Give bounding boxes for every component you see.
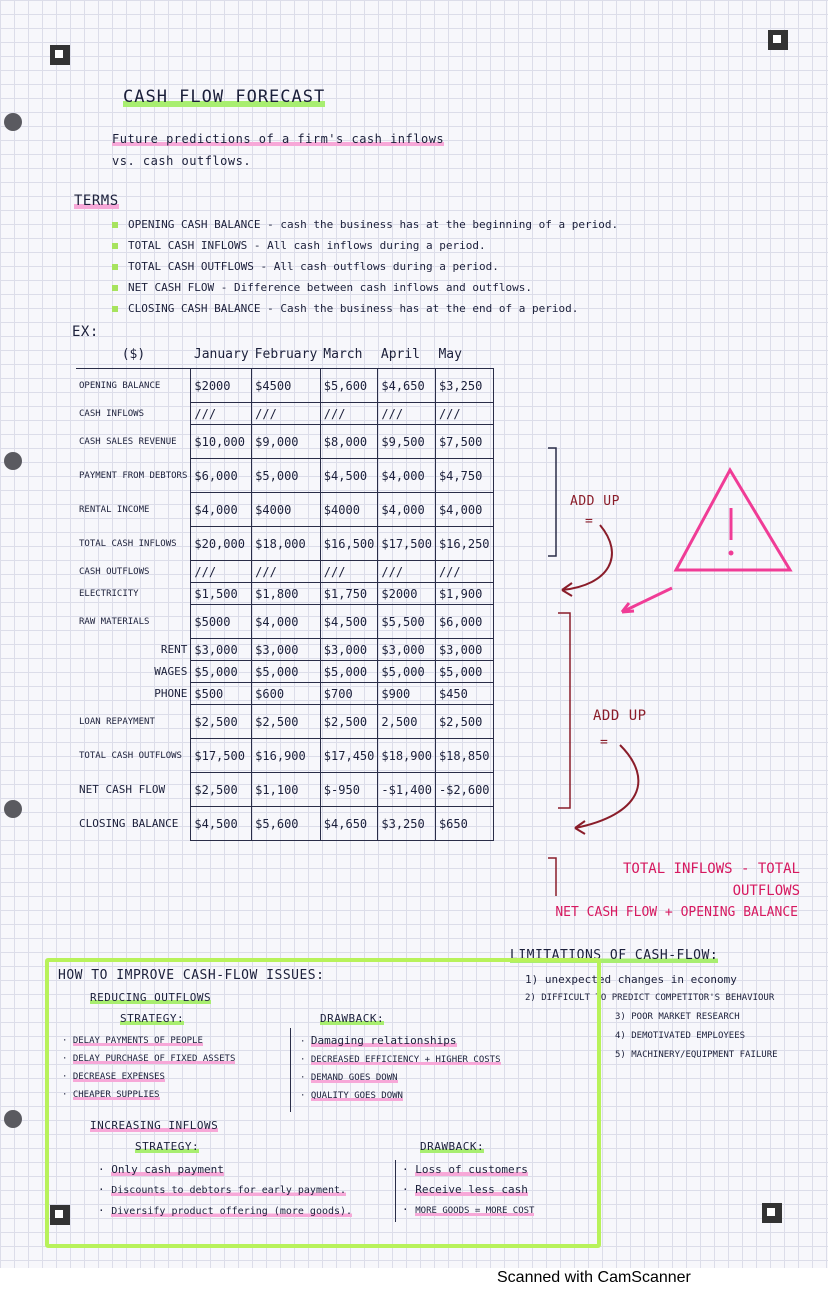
equals-label: = <box>585 514 594 529</box>
bullet-icon <box>112 285 118 291</box>
row-label: CASH SALES REVENUE <box>76 425 191 459</box>
list-item: · DECREASE EXPENSES <box>62 1072 165 1082</box>
list-item: · Discounts to debtors for early payment. <box>98 1183 347 1196</box>
page-title: CASH FLOW FORECAST <box>123 87 326 107</box>
bullet-icon <box>112 243 118 249</box>
row-label: CASH INFLOWS <box>76 403 191 425</box>
reducing-drawbacks-list <box>300 1032 501 1105</box>
term-item: NET CASH FLOW - Difference between cash inflows and outflows. <box>112 277 618 298</box>
warning-icon <box>676 470 790 570</box>
row-label: TOTAL CASH INFLOWS <box>76 527 191 561</box>
row-label: WAGES <box>76 661 191 683</box>
table-row: PHONE $500 $600 $700 $900 $450 <box>76 683 493 705</box>
net-cash-formula: TOTAL INFLOWS - TOTAL OUTFLOWS <box>622 861 800 899</box>
list-item: · Diversify product offering (more goods). <box>98 1204 353 1217</box>
terms-list <box>112 214 618 319</box>
divider <box>290 1028 291 1112</box>
binder-hole-icon <box>4 1110 22 1128</box>
table-row: LOAN REPAYMENT $2,500 $2,500 $2,500 2,500 $2,500 <box>76 705 493 739</box>
strategy-label: STRATEGY: <box>135 1140 200 1153</box>
month-header: February <box>252 340 321 369</box>
term-item: CLOSING CASH BALANCE - Cash the business has at the end of a period. <box>112 298 618 319</box>
example-label: EX: <box>72 324 99 340</box>
table-row: OPENING BALANCE $2000 $4500 $5,600 $4,650 $3,250 <box>76 369 493 403</box>
row-label: OPENING BALANCE <box>76 369 191 403</box>
add-up-label: ADD UP <box>570 494 620 509</box>
table-row: TOTAL CASH OUTFLOWS $17,500 $16,900 $17,450 $18,900 $18,850 <box>76 739 493 773</box>
inflow-bracket-icon <box>548 448 556 556</box>
row-label: ELECTRICITY <box>76 583 191 605</box>
term-item: OPENING CASH BALANCE - cash the business has at the beginning of a period. <box>112 214 618 235</box>
row-label: RAW MATERIALS <box>76 605 191 639</box>
table-row: RENTAL INCOME $4,000 $4000 $4000 $4,000 $4,000 <box>76 493 493 527</box>
table-row: CLOSING BALANCE $4,500 $5,600 $4,650 $3,250 $650 <box>76 807 493 841</box>
table-row: RAW MATERIALS $5000 $4,000 $4,500 $5,500 $6,000 <box>76 605 493 639</box>
row-label: RENTAL INCOME <box>76 493 191 527</box>
limitation-item: 5) MACHINERY/EQUIPMENT FAILURE <box>615 1050 778 1060</box>
list-item: · QUALITY GOES DOWN <box>300 1091 403 1101</box>
row-label: NET CASH FLOW <box>76 773 191 807</box>
term-item: TOTAL CASH OUTFLOWS - All cash outflows during a period. <box>112 256 618 277</box>
list-item: · Only cash payment <box>98 1163 224 1176</box>
row-label: LOAN REPAYMENT <box>76 705 191 739</box>
table-row: CASH SALES REVENUE $10,000 $9,000 $8,000 $9,500 $7,500 <box>76 425 493 459</box>
list-item: · DEMAND GOES DOWN <box>300 1073 398 1083</box>
increasing-inflows-heading: INCREASING INFLOWS <box>90 1119 219 1132</box>
bullet-icon <box>112 222 118 228</box>
pink-arrow-icon <box>622 588 672 612</box>
binder-hole-icon <box>4 800 22 818</box>
list-item: · DECREASED EFFICIENCY + HIGHER COSTS <box>300 1055 501 1065</box>
limitation-item: 4) DEMOTIVATED EMPLOYEES <box>615 1031 746 1041</box>
row-label: CASH OUTFLOWS <box>76 561 191 583</box>
binder-hole-icon <box>4 113 22 131</box>
list-item: · Loss of customers <box>402 1163 528 1176</box>
table-row: RENT $3,000 $3,000 $3,000 $3,000 $3,000 <box>76 639 493 661</box>
binder-hole-icon <box>4 452 22 470</box>
month-header: March <box>320 340 378 369</box>
list-item: · Receive less cash <box>402 1183 528 1196</box>
month-header: April <box>378 340 436 369</box>
row-label: RENT <box>76 639 191 661</box>
corner-marker-icon <box>768 30 788 50</box>
list-item: · Damaging relationships <box>300 1034 457 1047</box>
table-row: PAYMENT FROM DEBTORS $6,000 $5,000 $4,500 $4,000 $4,750 <box>76 459 493 493</box>
scanner-watermark: Scanned with CamScanner <box>497 1269 691 1286</box>
row-label: TOTAL CASH OUTFLOWS <box>76 739 191 773</box>
inflow-arrow-icon <box>562 525 612 590</box>
drawback-label: DRAWBACK: <box>420 1140 485 1153</box>
limitation-item: 3) POOR MARKET RESEARCH <box>615 1012 740 1022</box>
definition-line-1: Future predictions of a firm's cash inflows <box>112 132 445 146</box>
table-row: NET CASH FLOW $2,500 $1,100 $-950 -$1,400 -$2,600 <box>76 773 493 807</box>
divider <box>395 1160 396 1222</box>
row-label: PHONE <box>76 683 191 705</box>
equals-label: = <box>600 735 609 750</box>
increasing-drawbacks-list <box>402 1160 534 1221</box>
term-item: TOTAL CASH INFLOWS - All cash inflows during a period. <box>112 235 618 256</box>
cash-flow-table <box>76 340 494 841</box>
unit-label: ($) <box>76 340 191 369</box>
limitation-item: 2) DIFFICULT TO PREDICT COMPETITOR'S BEHAVIOUR <box>525 993 775 1003</box>
list-item: · CHEAPER SUPPLIES <box>62 1090 160 1100</box>
reducing-strategies-list <box>62 1032 235 1104</box>
improve-heading: HOW TO IMPROVE CASH-FLOW ISSUES: <box>58 968 325 983</box>
outflow-arrow-icon <box>575 745 638 828</box>
terms-heading: TERMS <box>74 193 119 209</box>
corner-marker-icon <box>762 1203 782 1223</box>
reducing-outflows-heading: REDUCING OUTFLOWS <box>90 991 212 1004</box>
limitation-item: 1) unexpected changes in economy <box>525 973 737 986</box>
list-item: · DELAY PAYMENTS OF PEOPLE <box>62 1036 203 1046</box>
definition-line-2: vs. cash outflows. <box>112 154 252 168</box>
list-item: · MORE GOODS = MORE COST <box>402 1203 535 1216</box>
table-row: ELECTRICITY $1,500 $1,800 $1,750 $2000 $1,900 <box>76 583 493 605</box>
table-row: CASH INFLOWS /// /// /// /// /// <box>76 403 493 425</box>
row-label: CLOSING BALANCE <box>76 807 191 841</box>
table-row: TOTAL CASH INFLOWS $20,000 $18,000 $16,500 $17,500 $16,250 <box>76 527 493 561</box>
table-row: WAGES $5,000 $5,000 $5,000 $5,000 $5,000 <box>76 661 493 683</box>
strategy-label: STRATEGY: <box>120 1012 185 1025</box>
month-header: May <box>435 340 493 369</box>
outflow-bracket-icon <box>558 613 570 808</box>
month-header: January <box>191 340 252 369</box>
row-label: PAYMENT FROM DEBTORS <box>76 459 191 493</box>
bullet-icon <box>112 306 118 312</box>
table-row: CASH OUTFLOWS /// /// /// /// /// <box>76 561 493 583</box>
closing-balance-formula: NET CASH FLOW + OPENING BALANCE <box>555 905 798 920</box>
drawback-label: DRAWBACK: <box>320 1012 385 1025</box>
limitations-heading: LIMITATIONS OF CASH-FLOW: <box>510 948 719 963</box>
bullet-icon <box>112 264 118 270</box>
list-item: · DELAY PURCHASE OF FIXED ASSETS <box>62 1054 236 1064</box>
net-bracket-icon <box>548 858 556 896</box>
corner-marker-icon <box>50 45 70 65</box>
increasing-strategies-list <box>98 1160 352 1222</box>
add-up-label: ADD UP <box>593 708 647 724</box>
table-header-row <box>76 340 493 369</box>
